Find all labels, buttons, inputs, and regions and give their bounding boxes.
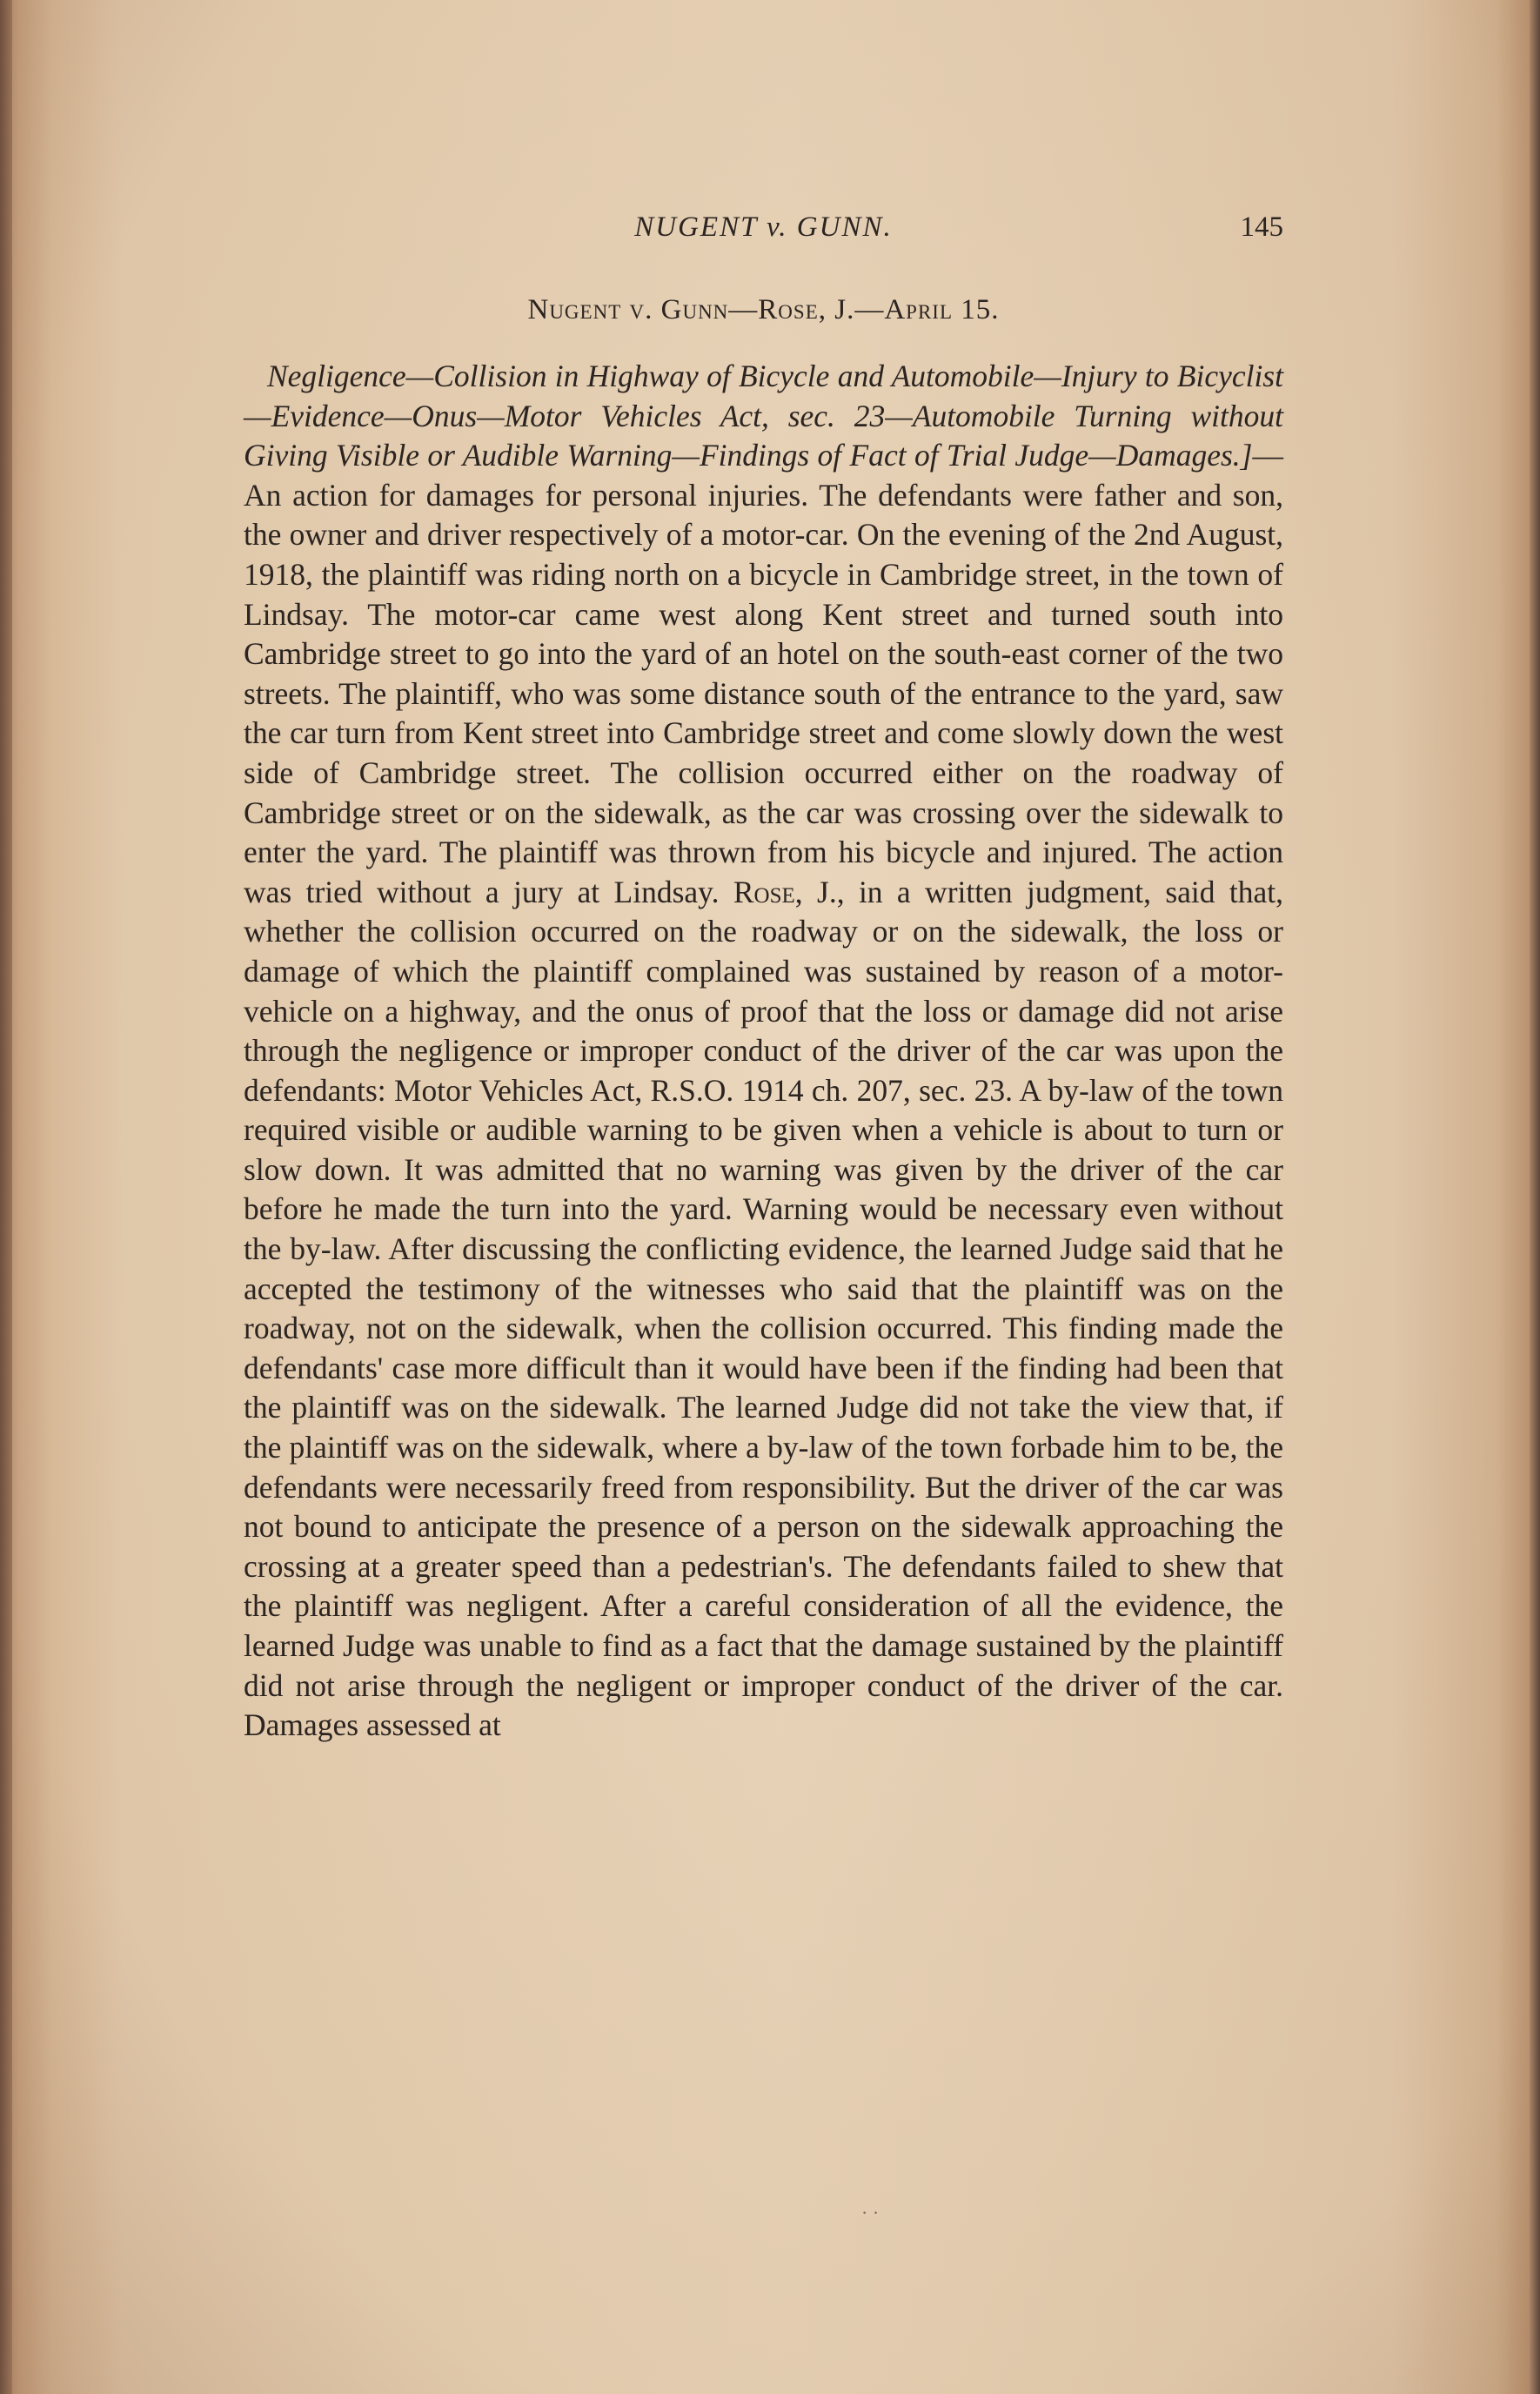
report-body: [244, 357, 1283, 1746]
case-title-part1: Nugent: [527, 294, 622, 325]
running-head: [244, 211, 1283, 253]
page-right-edge: [1530, 0, 1540, 2394]
report-text-part2: , J., in a written judgment, said that, whether the collision occurred on the roadway or on the sidewalk, the loss or damage of which the plaintiff complained was sustained by reason of a motor-vehicle on a highway, and the onus of proof that the loss or damage did not arise through the negligence or improper conduct of the driver of the car was upon the defendants: Motor Vehicles Act, R.S.O. 1914 ch. 207, sec. 23. A by-law of the town required visible or audible warning to be given when a vehicle is about to turn or slow down. It was admitted that no warning was given by the driver of the car before he made the turn into the yard. Warning would be necessary even without the by-law. After discussing the conflicting evidence, the learned Judge said that he accepted the testimony of the witnesses who said that the plaintiff was on the roadway, not on the sidewalk, when the collision occurred. This finding made the defendants' case more difficult than it would have been if the finding had been that the plaintiff was on the sidewalk. The learned Judge did not take the view that, if the plaintiff was on the sidewalk, where a by-law of the town forbade him to be, the defendants were necessarily freed from responsibility. But the driver of the car was not bound to anticipate the presence of a person on the sidewalk approaching the crossing at a greater speed than a pedestrian's. The defendants failed to shew that the plaintiff was negligent. After a careful consideration of all the evidence, the learned Judge was unable to find as a fact that the damage sustained by the plaintiff did not arise through the negligent or improper conduct of the driver of the car. Damages assessed at: [244, 874, 1283, 1743]
judge-name: Rose: [733, 874, 795, 909]
case-title: [244, 294, 1283, 326]
running-title: NUGENT v. GUNN.: [634, 211, 893, 243]
page-left-edge: [0, 0, 12, 2394]
case-title-versus: v.: [621, 294, 661, 325]
report-text-part1: —An action for damages for personal injuries. The defendants were father and son, the owner and driver respectively of a motor-car. On the evening of the 2nd August, 1918, the plaintiff was riding north on a bicycle in Cambridge street, in the town of Lindsay. The motor-car came west along Kent street and turned south into Cambridge street to go into the yard of an hotel on the south-east corner of the two streets. The plaintiff, who was some distance south of the entrance to the yard, saw the car turn from Kent street into Cambridge street and come slowly down the west side of Cambridge street. The collision occurred either on the roadway of Cambridge street or on the sidewalk, as the car was crossing over the sidewalk to enter the yard. The plaintiff was thrown from his bicycle and injured. The action was tried without a jury at Lindsay.: [244, 438, 1283, 909]
headnote: Negligence—Collision in Highway of Bicycle and Automobile—Injury to Bicyclist—Evidence—Onus—Motor Vehicles Act, sec. 23—Automobile Turning without Giving Visible or Audible Warning—Findings of Fact of Trial Judge—Damages.]: [244, 359, 1283, 473]
speck-mark: · ·: [861, 2202, 880, 2223]
case-title-day: 15.: [953, 294, 1000, 325]
page-number: 145: [1240, 211, 1283, 243]
report-paragraph: [244, 357, 1283, 1746]
case-title-part2: Gunn—Rose, J.—April: [660, 294, 954, 325]
